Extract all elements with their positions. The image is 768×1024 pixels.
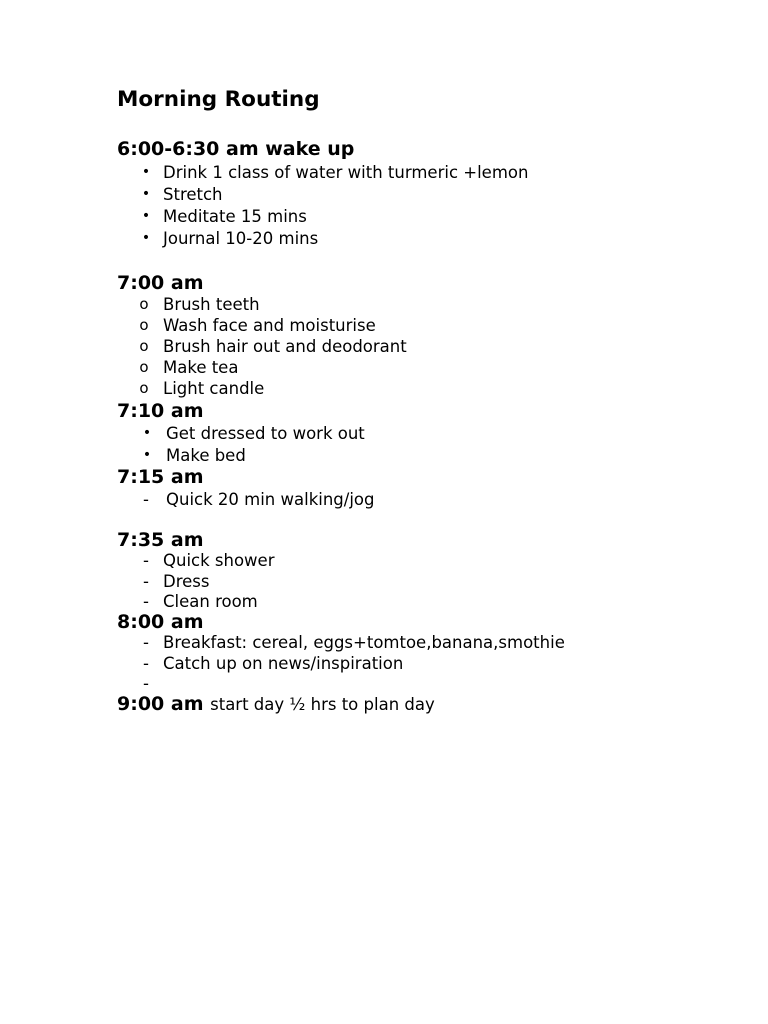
list-item: Journal 10-20 mins	[163, 229, 319, 248]
list-item: Drink 1 class of water with turmeric +lemon	[163, 163, 529, 182]
section-time: 7:00 am	[117, 272, 204, 294]
list-item: Quick 20 min walking/jog	[166, 490, 375, 509]
list-item: Get dressed to work out	[166, 424, 365, 443]
list-dash: -	[143, 674, 149, 693]
list-item: Brush hair out and deodorant	[163, 337, 407, 356]
list-bullet: o	[139, 337, 149, 355]
list-bullet: o	[139, 379, 149, 397]
list-bullet: •	[142, 447, 152, 463]
list-item: Quick shower	[163, 551, 275, 570]
list-item: Light candle	[163, 379, 265, 398]
list-bullet: o	[139, 358, 149, 376]
list-item: Catch up on news/inspiration	[163, 654, 404, 673]
list-item: Dress	[163, 572, 210, 591]
section-time: 7:10 am	[117, 400, 204, 422]
list-dash: -	[143, 633, 149, 652]
list-bullet: •	[141, 164, 151, 180]
list-bullet: o	[139, 295, 149, 313]
list-bullet: •	[141, 208, 151, 224]
list-bullet: •	[141, 230, 151, 246]
list-item: Meditate 15 mins	[163, 207, 307, 226]
list-dash: -	[143, 572, 149, 591]
list-item: Clean room	[163, 592, 258, 611]
list-item: Brush teeth	[163, 295, 260, 314]
list-item: Make tea	[163, 358, 239, 377]
section-time: 7:15 am	[117, 466, 204, 488]
list-dash: -	[143, 654, 149, 673]
list-dash: -	[143, 490, 149, 509]
section-time-note: start day ½ hrs to plan day	[210, 695, 435, 714]
list-item: Stretch	[163, 185, 223, 204]
list-item: Wash face and moisturise	[163, 316, 376, 335]
section-time: 8:00 am	[117, 611, 204, 633]
list-bullet: o	[139, 316, 149, 334]
list-bullet: •	[141, 186, 151, 202]
list-item: Breakfast: cereal, eggs+tomtoe,banana,smothie	[163, 633, 565, 652]
section-time: 7:35 am	[117, 529, 204, 551]
list-item: Make bed	[166, 446, 246, 465]
list-dash: -	[143, 551, 149, 570]
section-time: 6:00-6:30 am wake up	[117, 138, 355, 160]
document-title: Morning Routing	[117, 87, 320, 112]
list-dash: -	[143, 592, 149, 611]
section-time	[117, 692, 435, 717]
section-time-label: 9:00 am	[117, 693, 204, 715]
list-bullet: •	[142, 425, 152, 441]
